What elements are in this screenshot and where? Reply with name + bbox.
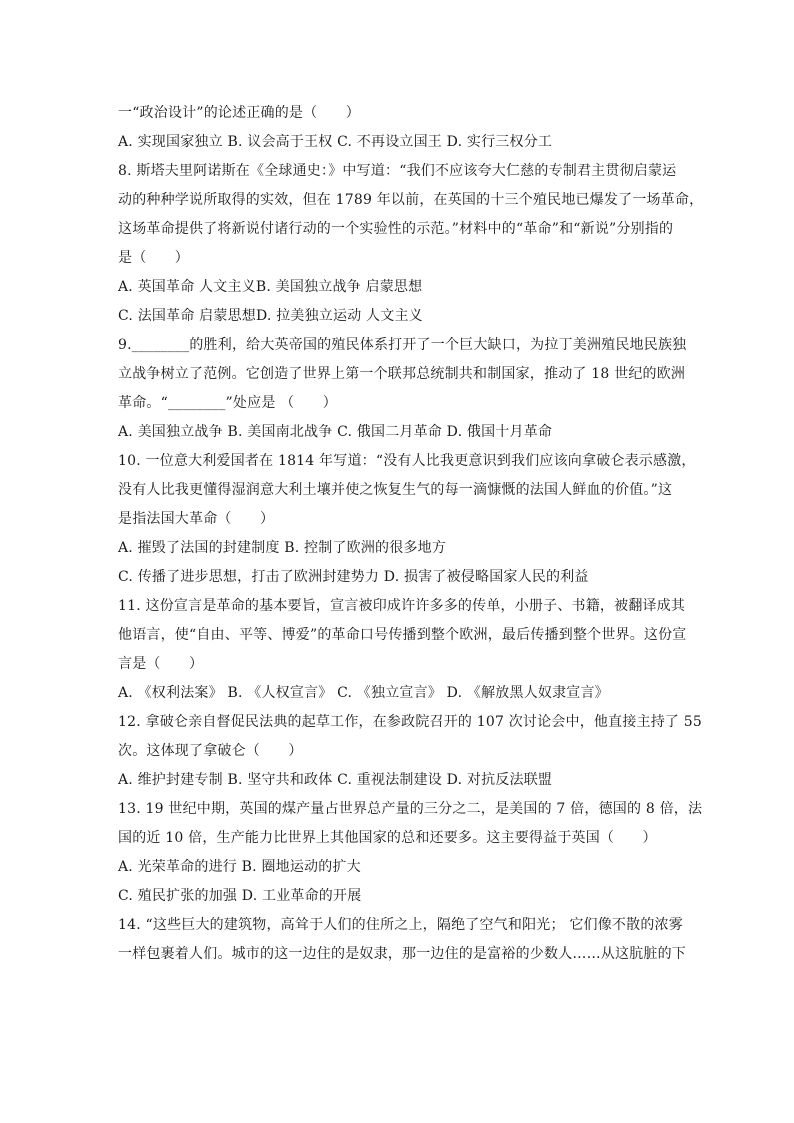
text-line: C. 传播了进步思想，打击了欧洲封建势力 D. 损害了被侵略国家人民的利益 bbox=[118, 569, 589, 585]
text-line: 没有人比我更懂得湿润意大利土壤并使之恢复生气的每一滴慷慨的法国人鲜血的价值。”这 bbox=[118, 482, 673, 498]
text-line: 是（ ） bbox=[118, 250, 189, 266]
text-line: 11. 这份宣言是革命的基本要旨，宣言被印成许许多多的传单，小册子、书籍，被翻译成其 bbox=[118, 598, 686, 614]
text-line: 13. 19 世纪中期，英国的煤产量占世界总产量的三分之二，是美国的 7 倍，德国的 8 倍，法 bbox=[118, 801, 703, 817]
text-line: 革命。“________”处应是 （ ） bbox=[118, 395, 337, 411]
text-line: A. 美国独立战争 B. 美国南北战争 C. 俄国二月革命 D. 俄国十月革命 bbox=[118, 424, 553, 440]
text-line: 是指法国大革命（ ） bbox=[118, 511, 275, 527]
text-line: 言是（ ） bbox=[118, 656, 204, 672]
text-line: A. 维护封建专制 B. 坚守共和政体 C. 重视法制建设 D. 对抗反法联盟 bbox=[118, 772, 553, 788]
text-line: A. 实现国家独立 B. 议会高于王权 C. 不再设立国王 D. 实行三权分工 bbox=[118, 134, 553, 150]
text-line: 一“政治设计”的论述正确的是（ ） bbox=[118, 105, 360, 121]
text-line: 他语言，使“自由、平等、博爱”的革命口号传播到整个欧洲，最后传播到整个世界。这份宣 bbox=[118, 627, 687, 643]
text-line: 10. 一位意大利爱国者在 1814 年写道：“没有人比我更意识到我们应该向拿破仑表示感激， bbox=[118, 453, 696, 469]
text-line: 动的种种学说所取得的实效，但在 1789 年以前，在英国的十三个殖民地已爆发了一场革命， bbox=[118, 192, 704, 208]
text-line: 一样包裹着人们。城市的这一边住的是奴隶，那一边住的是富裕的少数人……从这肮脏的下 bbox=[118, 946, 686, 962]
text-line: 9.________的胜利，给大英帝国的殖民体系打开了一个巨大缺口，为拉丁美洲殖民地民族独 bbox=[118, 337, 687, 353]
text-line: A. 《权利法案》 B. 《人权宣言》 C. 《独立宣言》 D. 《解放黑人奴隶宣言》 bbox=[118, 685, 609, 701]
text-line: C. 法国革命 启蒙思想D. 拉美独立运动 人文主义 bbox=[118, 308, 423, 324]
text-line: A. 光荣革命的进行 B. 圈地运动的扩大 bbox=[118, 859, 361, 875]
text-line: A. 摧毁了法国的封建制度 B. 控制了欧洲的很多地方 bbox=[118, 540, 447, 556]
text-line: 次。这体现了拿破仑（ ） bbox=[118, 743, 303, 759]
text-line: 8. 斯塔夫里阿诺斯在《全球通史：》中写道：“我们不应该夸大仁慈的专制君主贯彻启蒙运 bbox=[118, 163, 677, 179]
text-line: 这场革命提供了将新说付诸行动的一个实验性的示范。”材料中的“革命”和“新说”分别指的 bbox=[118, 221, 674, 237]
text-line: 国的近 10 倍，生产能力比世界上其他国家的总和还要多。这主要得益于英国（ ） bbox=[118, 830, 657, 846]
text-line: 14. “这些巨大的建筑物，高耸于人们的住所之上，隔绝了空气和阳光； 它们像不散的浓雾 bbox=[118, 917, 683, 933]
text-line: 立战争树立了范例。它创造了世界上第一个联邦总统制共和制国家，推动了 18 世纪的欧洲 bbox=[118, 366, 686, 382]
text-line: A. 英国革命 人文主义B. 美国独立战争 启蒙思想 bbox=[118, 279, 423, 295]
text-line: 12. 拿破仑亲自督促民法典的起草工作，在参政院召开的 107 次讨论会中，他直接主持了 55 bbox=[118, 714, 702, 730]
text-line: C. 殖民扩张的加强 D. 工业革命的开展 bbox=[118, 888, 362, 904]
